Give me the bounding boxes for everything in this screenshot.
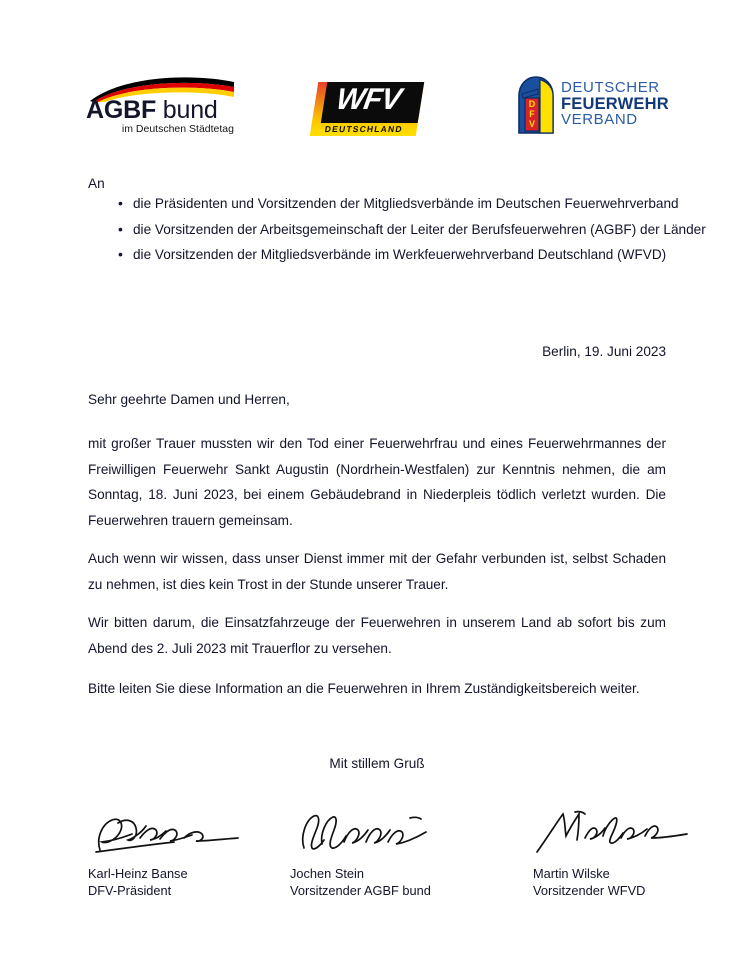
recipient-list [88,191,711,268]
paragraph-1: mit großer Trauer mussten wir den Tod einer Feuerwehrfrau und eines Feuerwehrmannes der Freiwilligen Feuerwehr Sankt Augustin (Nordrhein-Westfalen) zur Kenntnis nehmen, die am Sonntag, 18. Juni 2023, bei einem Gebäudebrand in Niederpleis tödlich verletzt wurden. Die Feuerwehren trauern gemeinsam. [88,436,666,528]
logo-header [0,66,753,146]
handwritten-signature-banse-icon [88,808,273,860]
signature-row [88,808,666,928]
signatory-name: Karl-Heinz Banse [88,866,188,881]
signatory-title: Vorsitzender WFVD [533,883,646,898]
wfv-letters: WFV [334,83,403,116]
handwritten-signature-stein-icon [290,808,475,860]
signature-block-wilske [533,808,743,899]
signatory-name: Jochen Stein [290,866,364,881]
agbf-bold-text: AGBF [86,96,157,124]
signatory-title: Vorsitzender AGBF bund [290,883,431,898]
dfv-wordmark [561,80,669,128]
agbf-main-text [86,98,236,123]
agbf-wordmark [86,98,236,135]
dfv-line-verband: VERBAND [561,111,638,128]
paragraph-2: Auch wenn wir wissen, dass unser Dienst immer mit der Gefahr verbunden ist, selbst Schaden zu nehmen, ist dies kein Trost in der Stunde unserer Trauer. [88,551,666,592]
agbf-light-text: bund [162,96,218,124]
wfv-subtitle: DEUTSCHLAND [324,124,404,134]
signature-block-banse [88,808,298,899]
place-and-date: Berlin, 19. Juni 2023 [542,344,666,359]
addressee-label: An [88,176,105,191]
paragraph-4: Bitte leiten Sie diese Information an die Feuerwehren in Ihrem Zuständigkeitsbereich weiter. [88,681,640,696]
paragraph-3: Wir bitten darum, die Einsatzfahrzeuge der Feuerwehren in unserem Land ab sofort bis zum Abend des 2. Juli 2023 mit Trauerflor zu versehen. [88,615,666,656]
signature-block-stein [290,808,500,899]
agbf-subtitle: im Deutschen Städtetag [121,123,234,135]
svg-text:V: V [528,119,536,129]
list-item: • die Vorsitzenden der Mitgliedsverbände im Werkfeuerwehrverband Deutschland (WFVD) [133,242,711,268]
agbf-bund-logo [86,76,236,140]
dfv-line-deutscher: DEUTSCHER [561,79,660,96]
signatory-title: DFV-Präsident [88,883,172,898]
salutation: Sehr geehrte Damen und Herren, [88,392,290,407]
handwritten-signature-wilske-icon [533,808,718,860]
dfv-logo [514,76,674,138]
svg-text:F: F [529,109,535,119]
list-item: • die Präsidenten und Vorsitzenden der Mitgliedsverbände im Deutschen Feuerwehrverband [133,191,711,217]
wfv-deutschland-logo [310,82,425,136]
closing-line: Mit stillem Gruß [329,756,425,771]
list-item: • die Vorsitzenden der Arbeitsgemeinschaft der Leiter der Berufsfeuerwehren (AGBF) der Länder [133,217,711,243]
svg-text:D: D [528,99,536,109]
dfv-helmet-emblem-icon [514,76,558,134]
dfv-line-feuerwehr: FEUERWEHR [561,95,669,113]
signatory-name: Martin Wilske [533,866,610,881]
